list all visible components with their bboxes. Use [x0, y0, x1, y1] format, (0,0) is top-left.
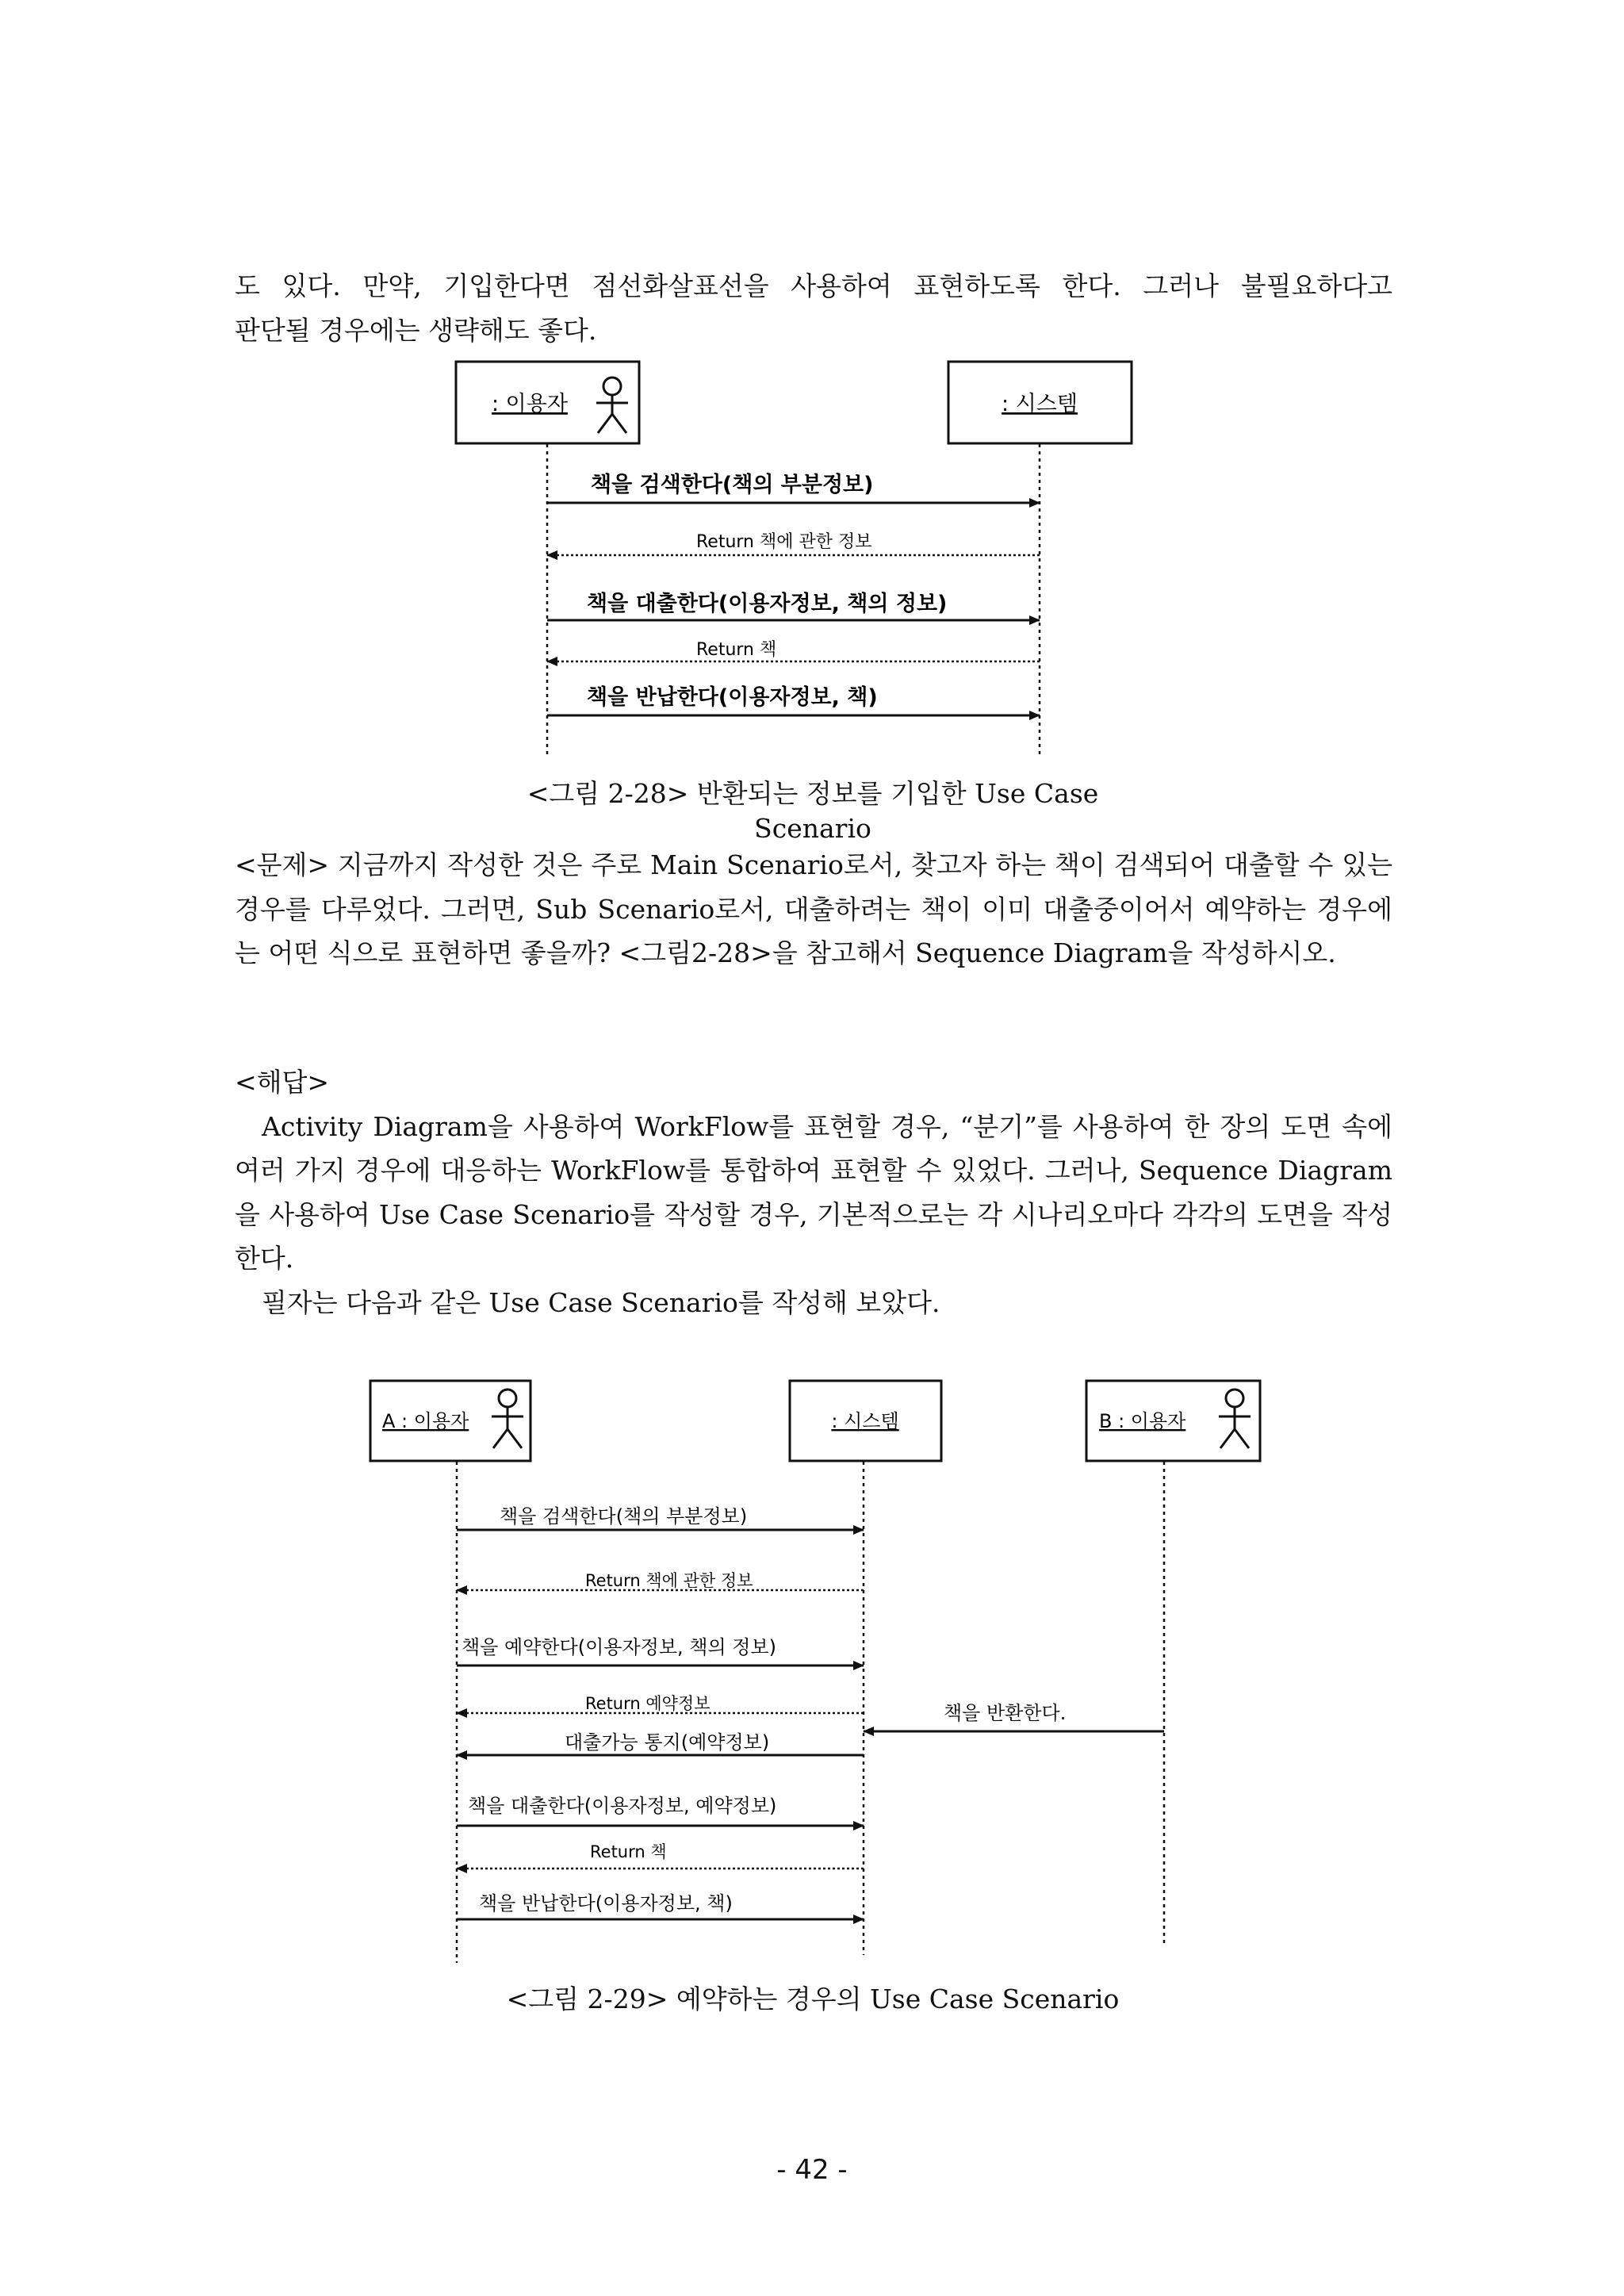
lifeline-user-b-label: B : 이용자: [1099, 1410, 1186, 1432]
svg-text:책을 검색한다(책의 부분정보): 책을 검색한다(책의 부분정보): [591, 473, 874, 497]
svg-text:대출가능 통지(예약정보): 대출가능 통지(예약정보): [565, 1731, 770, 1754]
svg-text:책을 반납한다(이용자정보, 책): 책을 반납한다(이용자정보, 책): [479, 1892, 733, 1915]
answer-heading: <해답>: [235, 1067, 330, 1098]
svg-text:Return 책에 관한 정보: Return 책에 관한 정보: [585, 1571, 753, 1590]
svg-text:Return 책: Return 책: [696, 640, 777, 660]
message-search-2: [457, 1505, 864, 1530]
problem-text: <문제> 지금까지 작성한 것은 주로 Main Scenario로서, 찾고자 하는 책이 검색되어 대출할 수 있는 경우를 다루었다. 그러면, Sub Scenario로서, 대출하려는 책이 이미 대출중이어서 예약하는 경우에는 어떤 식으로 표현하면 좋을까? <그림2-28>을 참고해서 Sequence Diagram을 작성하시오.: [235, 849, 1392, 968]
svg-text:책을 반납한다(이용자정보, 책): 책을 반납한다(이용자정보, 책): [587, 685, 878, 710]
lifeline-box-user-b: [1086, 1381, 1260, 1461]
message-return-info-2: [457, 1571, 864, 1590]
lifeline-box-system-2: [790, 1381, 941, 1461]
svg-text:Return 예약정보: Return 예약정보: [585, 1694, 710, 1713]
figure-2-29-caption: <그림 2-29> 예약하는 경우의 Use Case Scenario: [506, 1984, 1120, 2014]
message-return-book-2: [457, 1842, 864, 1869]
lifeline-system-label: : 시스템: [1002, 392, 1078, 416]
lifeline-system-2-label: : 시스템: [831, 1410, 899, 1432]
lifeline-user-a-label: A : 이용자: [382, 1410, 469, 1432]
figure-2-28-caption-line-2: Scenario: [754, 813, 871, 844]
lifeline-user-label: : 이용자: [492, 392, 568, 416]
svg-text:Return 책에 관한 정보: Return 책에 관한 정보: [696, 532, 872, 552]
svg-text:책을 대출한다(이용자정보, 예약정보): 책을 대출한다(이용자정보, 예약정보): [468, 1795, 777, 1817]
svg-text:책을 대출한다(이용자정보, 책의 정보): 책을 대출한다(이용자정보, 책의 정보): [587, 592, 948, 616]
message-borrow-2: [457, 1795, 864, 1826]
figure-2-28-caption-line-1: <그림 2-28> 반환되는 정보를 기입한 Use Case: [527, 778, 1099, 809]
message-reserve: [457, 1636, 864, 1665]
svg-text:책을 검색한다(책의 부분정보): 책을 검색한다(책의 부분정보): [500, 1505, 748, 1527]
page-number: - 42 -: [776, 2154, 848, 2186]
message-give-back: [864, 1702, 1164, 1731]
intro-line-2: 판단될 경우에는 생략해도 좋다.: [235, 314, 597, 346]
answer-paragraph-1: Activity Diagram을 사용하여 WorkFlow를 표현할 경우, “분기”를 사용하여 한 장의 도면 속에 여러 가지 경우에 대응하는 WorkFlow를 통합하여 표현할 수 있었다. 그러나, Sequence Diagram을 사용하여 Use Case Scenario를 작성할 경우, 기본적으로는 각 시나리오마다 각각의 도면을 작성한다.: [235, 1110, 1392, 1274]
intro-line-1: 도 있다. 만약, 기입한다면 점선화살표선을 사용하여 표현하도록 한다. 그러나 불필요하다고: [235, 270, 1392, 301]
answer-paragraph-2: 필자는 다음과 같은 Use Case Scenario를 작성해 보았다.: [262, 1286, 940, 1318]
message-available-notice: [457, 1731, 864, 1755]
svg-text:Return 책: Return 책: [590, 1842, 667, 1861]
svg-text:책을 반환한다.: 책을 반환한다.: [944, 1702, 1067, 1724]
message-return-2: [457, 1892, 864, 1919]
lifeline-box-user-a: [370, 1381, 530, 1461]
svg-text:책을 예약한다(이용자정보, 책의 정보): 책을 예약한다(이용자정보, 책의 정보): [462, 1636, 777, 1658]
message-return-reservation: [457, 1694, 864, 1713]
